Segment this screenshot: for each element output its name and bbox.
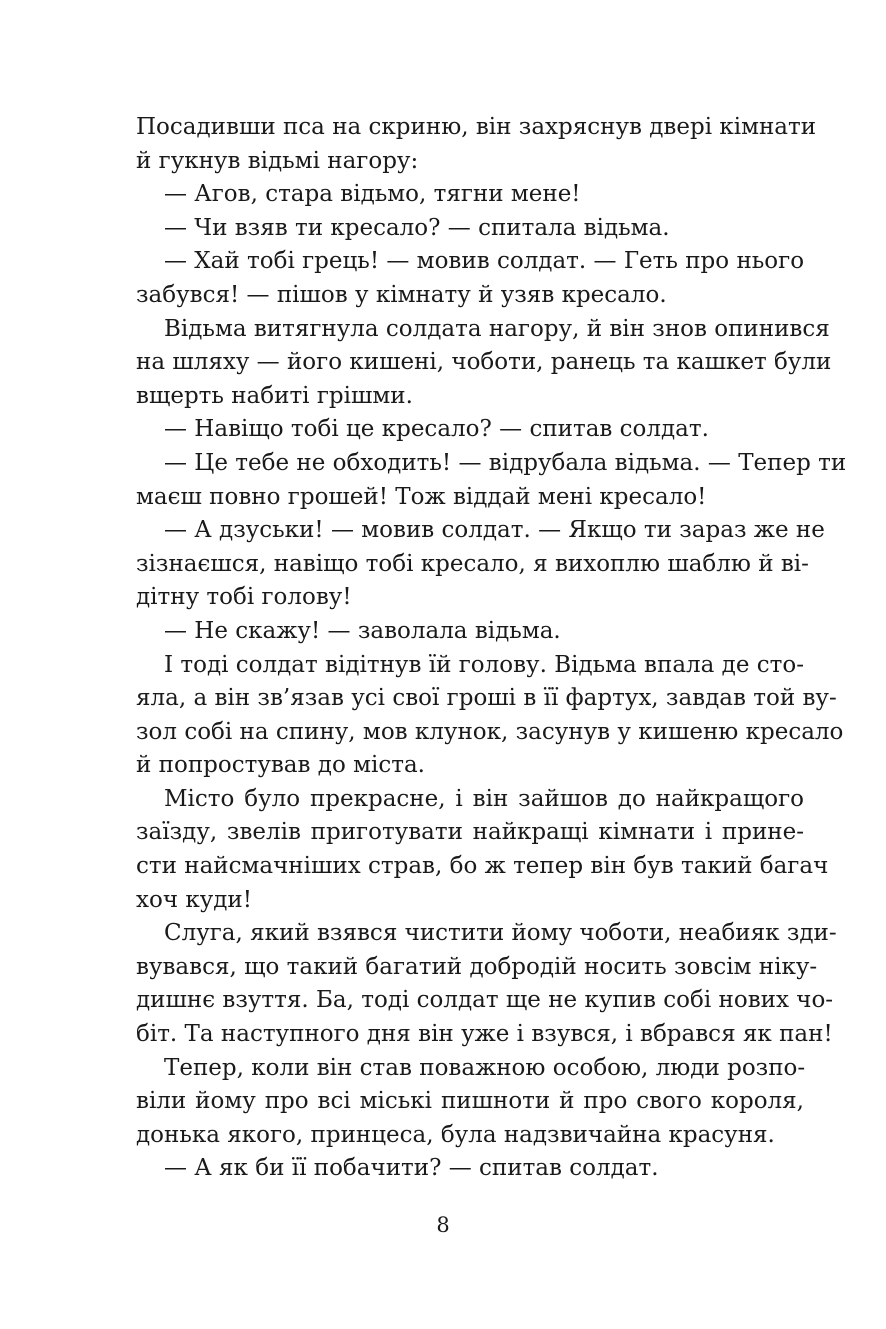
text-line: — Хай тобі грець! — мовив солдат. — Геть про нього	[164, 248, 805, 275]
text-line: — А як би її побачити? — спитав солдат.	[164, 1155, 659, 1182]
text-line: — Навіщо тобі це кресало? — спитав солдат.	[164, 416, 709, 443]
text-line: донька якого, принцеса, була надзвичайна красуня.	[136, 1121, 775, 1148]
text-line: й гукнув відьмі нагору:	[136, 147, 419, 174]
text-line: вщерть набиті грішми.	[136, 382, 413, 409]
text-line: Посадивши пса на скриню, він захряснув двері кімнати	[136, 114, 817, 140]
text-line: зізнаєшся, навіщо тобі кресало, я вихоплю шаблю й ві-	[136, 550, 809, 577]
text-line: й попростував до міста.	[136, 752, 425, 779]
text-line: маєш повно грошей! Тож віддай мені кресало!	[136, 483, 707, 510]
text-line: — Це тебе не обходить! — відрубала відьма. — Тепер ти	[164, 449, 847, 476]
text-line: яла, а він зв’язав усі свої гроші в її фартух, завдав той ву-	[136, 685, 837, 712]
text-line: — Чи взяв ти кресало? — спитала відьма.	[164, 214, 670, 241]
text-line: забувся! — пішов у кімнату й узяв кресало.	[136, 281, 667, 308]
text-line: Відьма витягнула солдата нагору, й він знов опинився	[164, 315, 830, 342]
text-line: дітну тобі голову!	[136, 584, 352, 611]
text-line: зол собі на спину, мов клунок, засунув у кишеню кресало	[136, 718, 844, 745]
text-line: сти найсмачніших страв, бо ж тепер він був такий багач	[136, 853, 829, 880]
text-line: І тоді солдат відітнув їй голову. Відьма впала де сто-	[164, 651, 804, 678]
text-line: Місто було прекрасне, і він зайшов до найкращого	[164, 785, 804, 812]
page-body-text	[136, 111, 847, 1186]
text-line: віли йому про всі міські пишноти й про свого короля,	[136, 1088, 804, 1115]
text-line: Тепер, коли він став поважною особою, люди розпо-	[164, 1054, 806, 1081]
page-number: 8	[436, 1213, 450, 1237]
text-line: Слуга, який взявся чистити йому чоботи, неабияк зди-	[164, 920, 837, 947]
text-line: біт. Та наступного дня він уже і взувся, і вбрався як пан!	[136, 1021, 833, 1048]
text-line: — А дзуськи! — мовив солдат. — Якщо ти зараз же не	[164, 517, 825, 544]
text-line: на шляху — його кишені, чоботи, ранець та кашкет були	[136, 349, 832, 376]
text-line: вувався, що такий багатий добродій носить зовсім ніку-	[136, 953, 818, 980]
text-line: — Не скажу! — заволала відьма.	[164, 617, 561, 644]
text-line: заїзду, звелів приготувати найкращі кімнати і прине-	[136, 819, 804, 846]
text-line: дишнє взуття. Ба, тоді солдат ще не купив собі нових чо-	[136, 987, 834, 1014]
text-line: хоч куди!	[136, 886, 252, 913]
text-line: — Агов, стара відьмо, тягни мене!	[164, 181, 581, 208]
